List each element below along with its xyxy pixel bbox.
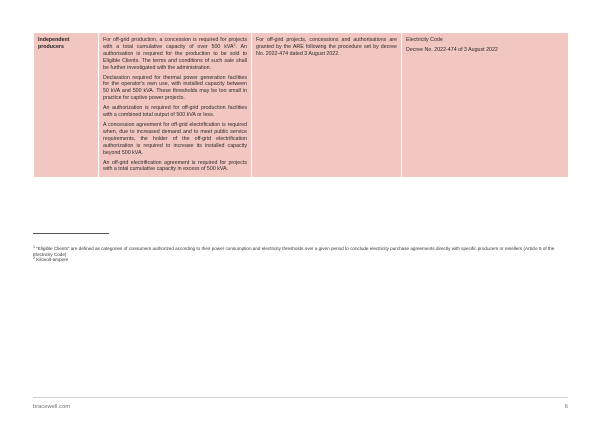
footnote-1: $^1$ “Eligible Clients” are defined as categories of consumers authorized according to their power consumption and electricity thresholds over a given period to conclude electricity purchase agreements directly with specific producers or resellers (Article 5 of the Electricity Code): [33, 245, 555, 257]
footnote-2: $^2$ Kilovolt-ampere: [33, 256, 69, 263]
footnotes: [33, 246, 569, 263]
requirements-cell: [99, 33, 252, 178]
legal-basis-electricity-code: Electricity Code: [406, 37, 443, 43]
footer-divider: [33, 397, 568, 398]
legal-basis-cell: [402, 33, 569, 178]
legal-basis-decree: Decree No. 2022-474 of 3 August 2022: [406, 46, 498, 53]
table-row: [34, 33, 569, 178]
footnote-ref-2: 2: [233, 43, 236, 48]
requirement-paragraph-1: For off-grid production, a concession is required for projects with a total cumulative capacity of over 500 kVA$^2$. An authorisation is required for the production to be sold to Eligible Clients. The terms and conditions of such sale shall be further investigated with the administration.: [103, 37, 248, 71]
regulatory-table: [33, 32, 569, 178]
footnote-separator: [33, 233, 109, 234]
procedure-text: For off-grid projects, concessions and authorisations are granted by the ARE following the procedure set by decree No. 2022-474 dated 3 August 2022.: [256, 37, 397, 57]
page-number: 6: [564, 404, 568, 410]
requirement-paragraph-4: A concession agreement for off-grid electrification is required when, due to increased demand and to meet public service requirements, the holder of the off-grid electrification authorization is required to increase its installed capacity beyond 500 kVA.: [103, 121, 247, 156]
footer-site[interactable]: bracewell.com: [33, 404, 71, 410]
requirement-paragraph-3: An authorization is required for off-grid production facilities with a combined total output of 500 kVA or less.: [103, 105, 247, 119]
requirement-paragraph-5: An off-grid electrification agreement is required for projects with a total cumulative capacity in excess of 500 kVA.: [103, 159, 247, 173]
row-heading-independent-producers: Independent producers: [34, 33, 99, 178]
requirement-paragraph-2: Declaration required for thermal power generation facilities for the operator's own use, with installed capacity between 50 kVA and 500 kVA. These thresholds may be too small in practice for captive power projects.: [103, 74, 247, 102]
procedure-cell: [252, 33, 402, 178]
